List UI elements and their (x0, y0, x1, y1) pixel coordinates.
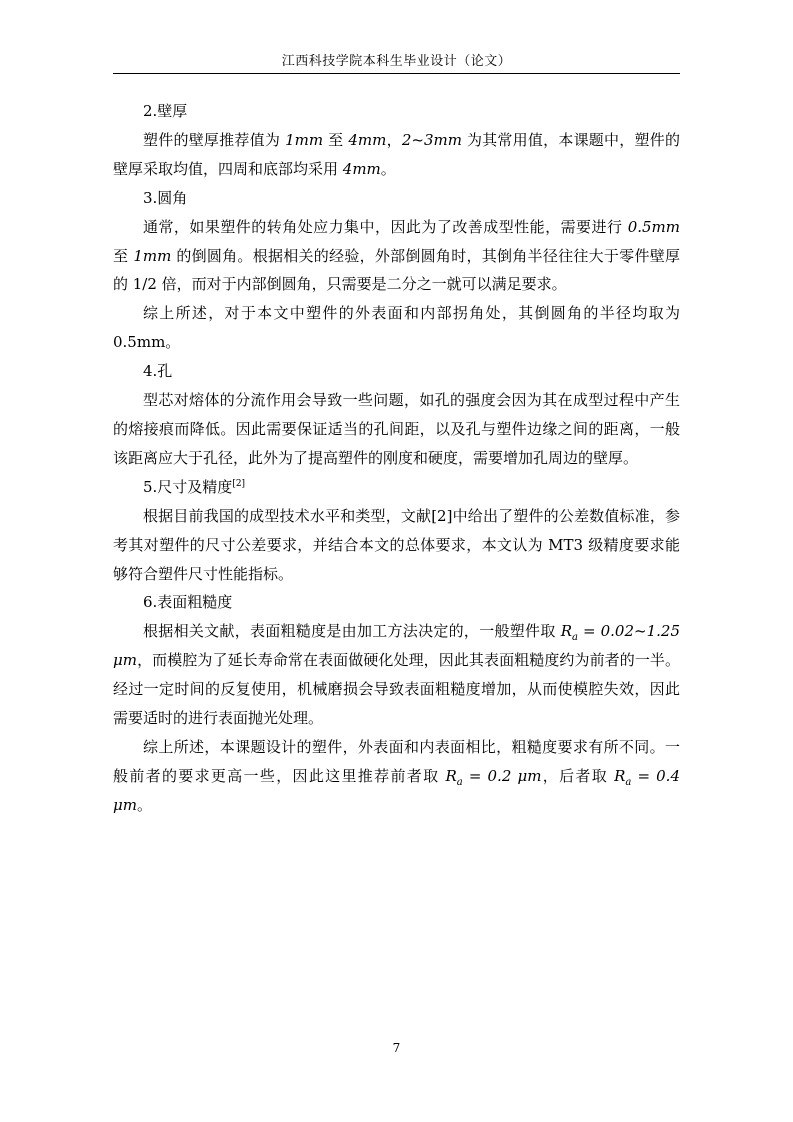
math-symbol: R (614, 766, 626, 785)
text-run: ，后者取 (541, 766, 615, 785)
text-run: 至 (323, 130, 349, 149)
paragraph-roughness-summary (113, 733, 680, 820)
text-run: 综上所述，本课题设计的塑件，外表面和内表面相比，粗糙度要求有所不同。一般前者的要求更高一些，因此这里推荐前者取 (113, 737, 680, 785)
math-value: = 0.2 μm (462, 766, 542, 785)
paragraph-dimension: 根据目前我国的成型技术水平和类型，文献[2]中给出了塑件的公差数值标准，参考其对塑件的尺寸公差要求，并结合本文的总体要求，本文认为 MT3 级精度要求能够符合塑件尺寸性能指标。 (113, 506, 680, 583)
section-heading-wall: 2.壁厚 (143, 102, 188, 120)
text-run: 通常，如果塑件的转角处应力集中，因此为了改善成型性能，需要进行 (143, 217, 628, 236)
section-heading-roughness: 6.表面粗糙度 (143, 593, 233, 612)
paragraph-fillet-summary: 综上所述，对于本文中塑件的外表面和内部拐角处，其倒圆角的半径均取为 0.5mm。 (113, 304, 680, 352)
text-run: 至 (113, 246, 134, 265)
math-subscript: a (625, 776, 632, 788)
math-symbol: R (560, 622, 572, 641)
paragraph-wall (113, 126, 680, 184)
text-run: 。 (380, 159, 396, 178)
math-subscript: a (456, 776, 463, 788)
paragraph-hole: 型芯对熔体的分流作用会导致一些问题，如孔的强度会因为其在成型过程中产生的熔接痕而降低。因此需要保证适当的孔间距，以及孔与塑件边缘之间的距离，一般该距离应大于孔径，此外为了提高塑件的刚度和硬度，需要增加孔周边的壁厚。 (113, 391, 680, 467)
heading-text: 5.尺寸及精度 (143, 477, 233, 496)
math-value: 2~3mm (401, 130, 462, 149)
math-value: 4mm (342, 159, 381, 178)
text-run: 塑件的壁厚推荐值为 (143, 130, 286, 149)
text-run: 。 (136, 795, 152, 814)
text-run: 根据相关文献，表面粗糙度是由加工方法决定的，一般塑件取 (143, 622, 561, 641)
math-value: 1mm (285, 130, 324, 149)
paragraph-fillet (113, 213, 680, 300)
paragraph-roughness (113, 617, 680, 733)
page-header: 江西科技学院本科生毕业设计（论文） (281, 54, 512, 69)
section-heading-dimension (113, 473, 680, 502)
math-value: 4mm (348, 130, 387, 149)
header-rule (113, 73, 680, 74)
section-heading-hole: 4.孔 (143, 362, 173, 381)
document-body (113, 97, 680, 820)
text-run: 为其常用值，本课题中，塑件的壁厚采取均值，四周和底部均采用 (113, 130, 680, 178)
section-heading-fillet: 3.圆角 (143, 188, 188, 207)
math-symbol: R (445, 766, 457, 785)
page-number: 7 (392, 1041, 401, 1055)
text-run: ，而模腔为了延长寿命常在表面做硬化处理，因此其表面粗糙度约为前者的一半。经过一定时间的反复使用，机械磨损会导致表面粗糙度增加，从而使模腔失效，因此需要适时的进行表面抛光处理。 (113, 651, 680, 728)
math-value: = 0.02~1.25 μm (113, 622, 680, 670)
citation-ref: [2] (232, 478, 246, 489)
math-value: 0.5mm (627, 217, 680, 236)
math-subscript: a (571, 632, 578, 644)
math-value: 1mm (133, 246, 172, 265)
text-run: ， (386, 130, 402, 149)
text-run: 的倒圆角。根据相关的经验，外部倒圆角时，其倒角半径往往大于零件壁厚的 1/2 倍，而对于内部倒圆角，只需要是二分之一就可以满足要求。 (113, 246, 680, 294)
math-value: = 0.4 μm (113, 766, 680, 814)
